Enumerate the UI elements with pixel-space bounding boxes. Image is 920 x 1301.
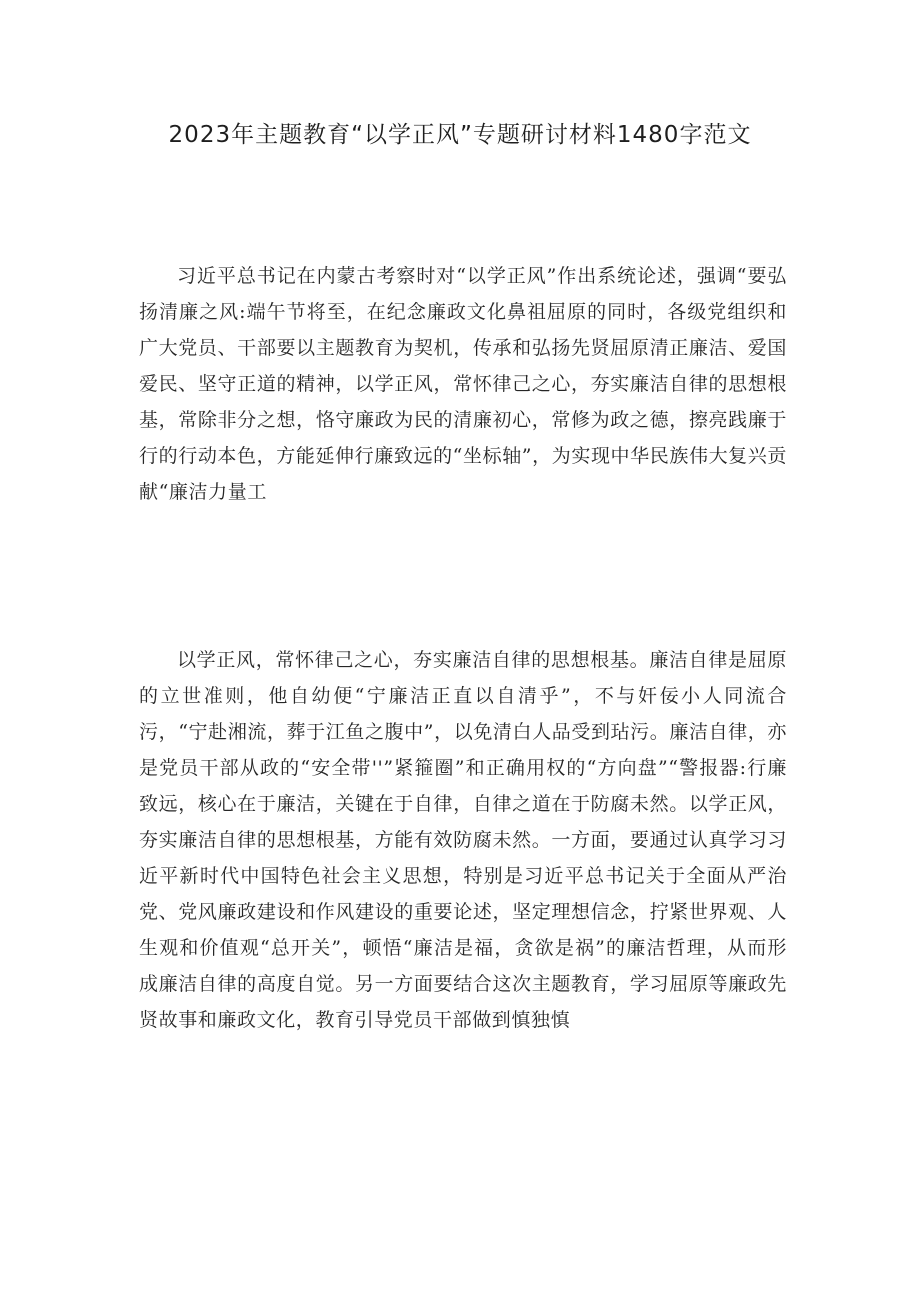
paragraph-self-discipline: 以学正风，常怀律己之心，夯实廉洁自律的思想根基。廉洁自律是屈原的立世准则，他自幼便“宁廉洁正直以自清乎”，不与奸佞小人同流合污，“宁赴湘流，葬于江鱼之腹中”，以免清白人品受到玷污。廉洁自律，亦是党员干部从政的“安全带''”紧箍圈”和正确用权的“方向盘”“警报器:行廉致远，核心在于廉洁，关键在于自律，自律之道在于防腐未然。以学正风，夯实廉洁自律的思想根基，方能有效防腐未然。一方面，要通过认真学习习近平新时代中国特色社会主义思想，特别是习近平总书记关于全面从严治党、党风廉政建设和作风建设的重要论述，坚定理想信念，拧紧世界观、人生观和价值观“总开关”，顿悟“廉洁是福，贪欲是祸”的廉洁哲理，从而形成廉洁自律的高度自觉。另一方面要结合这次主题教育，学习屈原等廉政先贤故事和廉政文化，教育引导党员干部做到慎独慎 <box>139 649 787 1031</box>
document-title: 2023年主题教育“以学正风”专题研讨材料1480字范文 <box>168 122 752 148</box>
paragraph-intro: 习近平总书记在内蒙古考察时对“以学正风”作出系统论述，强调“要弘扬清廉之风:端午节将至，在纪念廉政文化鼻祖屈原的同时，各级党组织和广大党员、干部要以主题教育为契机，传承和弘扬先贤屈原清正廉洁、爱国爱民、坚守正道的精神，以学正风，常怀律己之心，夯实廉洁自律的思想根基，常除非分之想，恪守廉政为民的清廉初心，常修为政之德，擦亮践廉于行的行动本色，方能延伸行廉致远的“坐标轴”，为实现中华民族伟大复兴贡献“廉洁力量工 <box>139 265 787 503</box>
